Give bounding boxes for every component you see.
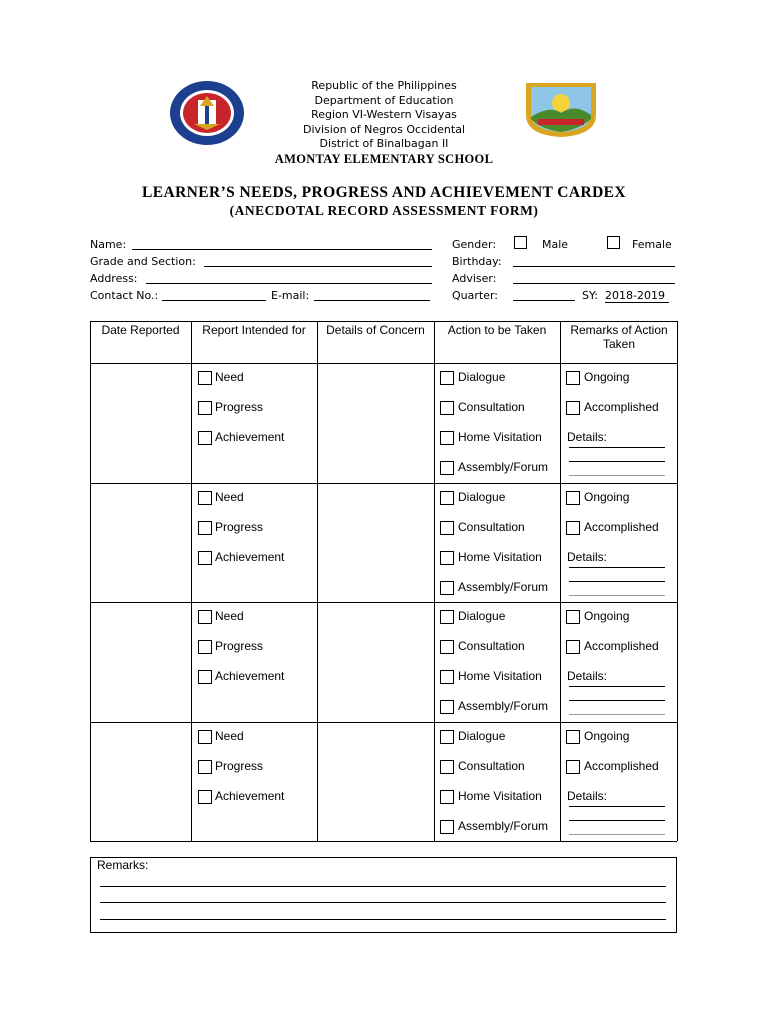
action-home-visitation-checkbox[interactable] bbox=[440, 431, 454, 445]
female-label: Female bbox=[632, 238, 672, 251]
header-line-1: Republic of the Philippines bbox=[311, 79, 457, 92]
male-checkbox[interactable] bbox=[514, 236, 527, 249]
male-label: Male bbox=[542, 238, 569, 251]
action-consultation-checkbox[interactable] bbox=[440, 760, 454, 774]
details-line[interactable] bbox=[569, 581, 665, 582]
intended-achievement-checkbox[interactable] bbox=[198, 790, 212, 804]
intended-achievement-checkbox[interactable] bbox=[198, 431, 212, 445]
intended-option-label: Achievement bbox=[215, 669, 285, 683]
adviser-field[interactable] bbox=[513, 283, 675, 284]
action-dialogue-checkbox[interactable] bbox=[440, 371, 454, 385]
header-line-3: Region VI-Western Visayas bbox=[311, 108, 457, 121]
quarter-label: Quarter: bbox=[452, 289, 499, 302]
action-option-label: Home Visitation bbox=[458, 430, 542, 444]
details-line[interactable] bbox=[569, 714, 665, 715]
action-option-label: Dialogue bbox=[458, 370, 506, 384]
intended-progress-checkbox[interactable] bbox=[198, 521, 212, 535]
remark-accomplished-checkbox[interactable] bbox=[566, 401, 580, 415]
details-line[interactable] bbox=[569, 461, 665, 462]
female-checkbox[interactable] bbox=[607, 236, 620, 249]
action-option-label: Consultation bbox=[458, 759, 525, 773]
action-home-visitation-checkbox[interactable] bbox=[440, 551, 454, 565]
intended-option-label: Need bbox=[215, 609, 244, 623]
header-line-4: Division of Negros Occidental bbox=[302, 123, 466, 136]
name-label: Name: bbox=[90, 238, 127, 251]
grade-section-field[interactable] bbox=[204, 266, 432, 267]
grade-section-label: Grade and Section: bbox=[90, 255, 196, 268]
intended-option-label: Need bbox=[215, 729, 244, 743]
action-assembly-forum-checkbox[interactable] bbox=[440, 700, 454, 714]
action-home-visitation-checkbox[interactable] bbox=[440, 670, 454, 684]
intended-option-label: Need bbox=[215, 490, 244, 504]
remark-option-label: Accomplished bbox=[584, 520, 659, 534]
details-label: Details: bbox=[567, 789, 608, 803]
remark-ongoing-checkbox[interactable] bbox=[566, 371, 580, 385]
action-option-label: Assembly/Forum bbox=[458, 819, 549, 833]
remark-option-label: Ongoing bbox=[584, 490, 630, 504]
intended-option-label: Progress bbox=[215, 400, 264, 414]
intended-achievement-checkbox[interactable] bbox=[198, 670, 212, 684]
remark-ongoing-checkbox[interactable] bbox=[566, 491, 580, 505]
intended-option-label: Need bbox=[215, 370, 244, 384]
remark-option-label: Ongoing bbox=[584, 609, 630, 623]
header-line-2: Department of Education bbox=[314, 94, 454, 107]
intended-option-label: Achievement bbox=[215, 550, 285, 564]
details-line[interactable] bbox=[569, 595, 665, 596]
details-label: Details: bbox=[567, 430, 608, 444]
header-date-reported: Date Reported bbox=[101, 323, 180, 337]
action-option-label: Assembly/Forum bbox=[458, 460, 549, 474]
action-option-label: Dialogue bbox=[458, 609, 506, 623]
action-option-label: Home Visitation bbox=[458, 789, 542, 803]
action-assembly-forum-checkbox[interactable] bbox=[440, 461, 454, 475]
contact-label: Contact No.: bbox=[90, 289, 159, 302]
remark-accomplished-checkbox[interactable] bbox=[566, 760, 580, 774]
details-line[interactable] bbox=[569, 475, 665, 476]
action-dialogue-checkbox[interactable] bbox=[440, 730, 454, 744]
address-field[interactable] bbox=[146, 283, 432, 284]
header-report-intended: Report Intended for bbox=[202, 323, 306, 337]
remarks-label: Remarks: bbox=[97, 858, 149, 872]
gender-label: Gender: bbox=[452, 238, 497, 251]
intended-option-label: Progress bbox=[215, 520, 264, 534]
details-line[interactable] bbox=[569, 820, 665, 821]
name-field[interactable] bbox=[132, 249, 432, 250]
details-line[interactable] bbox=[569, 834, 665, 835]
remarks-line-1[interactable] bbox=[100, 886, 666, 887]
action-consultation-checkbox[interactable] bbox=[440, 640, 454, 654]
remark-option-label: Accomplished bbox=[584, 759, 659, 773]
action-option-label: Assembly/Forum bbox=[458, 580, 549, 594]
header-action-taken: Action to be Taken bbox=[447, 323, 547, 337]
sy-label: SY: bbox=[582, 289, 598, 302]
intended-option-label: Progress bbox=[215, 639, 264, 653]
intended-option-label: Achievement bbox=[215, 430, 285, 444]
form-subtitle: (ANECDOTAL RECORD ASSESSMENT FORM) bbox=[229, 203, 539, 218]
action-dialogue-checkbox[interactable] bbox=[440, 610, 454, 624]
intended-need-checkbox[interactable] bbox=[198, 371, 212, 385]
email-label: E-mail: bbox=[271, 289, 310, 302]
intended-need-checkbox[interactable] bbox=[198, 730, 212, 744]
quarter-field[interactable] bbox=[513, 300, 575, 301]
action-option-label: Assembly/Forum bbox=[458, 699, 549, 713]
action-dialogue-checkbox[interactable] bbox=[440, 491, 454, 505]
address-label: Address: bbox=[90, 272, 138, 285]
remarks-box bbox=[90, 857, 677, 933]
details-line[interactable] bbox=[569, 686, 665, 687]
remark-option-label: Accomplished bbox=[584, 639, 659, 653]
action-option-label: Home Visitation bbox=[458, 669, 542, 683]
action-home-visitation-checkbox[interactable] bbox=[440, 790, 454, 804]
details-line[interactable] bbox=[569, 806, 665, 807]
intended-progress-checkbox[interactable] bbox=[198, 640, 212, 654]
remark-accomplished-checkbox[interactable] bbox=[566, 640, 580, 654]
header-line-5: District of Binalbagan II bbox=[319, 137, 449, 150]
intended-need-checkbox[interactable] bbox=[198, 610, 212, 624]
header-details-concern: Details of Concern bbox=[326, 323, 425, 337]
remark-option-label: Ongoing bbox=[584, 370, 630, 384]
birthday-field[interactable] bbox=[513, 266, 675, 267]
details-line[interactable] bbox=[569, 447, 665, 448]
school-name: AMONTAY ELEMENTARY SCHOOL bbox=[274, 152, 494, 166]
action-option-label: Home Visitation bbox=[458, 550, 542, 564]
action-option-label: Dialogue bbox=[458, 490, 506, 504]
action-option-label: Consultation bbox=[458, 639, 525, 653]
remarks-line-3[interactable] bbox=[100, 919, 666, 920]
birthday-label: Birthday: bbox=[452, 255, 502, 268]
remark-option-label: Ongoing bbox=[584, 729, 630, 743]
details-line[interactable] bbox=[569, 567, 665, 568]
sy-value: 2018-2019 bbox=[605, 289, 669, 303]
action-assembly-forum-checkbox[interactable] bbox=[440, 581, 454, 595]
remark-accomplished-checkbox[interactable] bbox=[566, 521, 580, 535]
action-consultation-checkbox[interactable] bbox=[440, 401, 454, 415]
action-option-label: Consultation bbox=[458, 520, 525, 534]
email-field[interactable] bbox=[314, 300, 430, 301]
contact-field[interactable] bbox=[162, 300, 266, 301]
remark-ongoing-checkbox[interactable] bbox=[566, 610, 580, 624]
intended-progress-checkbox[interactable] bbox=[198, 401, 212, 415]
details-line[interactable] bbox=[569, 700, 665, 701]
action-consultation-checkbox[interactable] bbox=[440, 521, 454, 535]
action-option-label: Dialogue bbox=[458, 729, 506, 743]
intended-need-checkbox[interactable] bbox=[198, 491, 212, 505]
remark-option-label: Accomplished bbox=[584, 400, 659, 414]
form-title: LEARNER’S NEEDS, PROGRESS AND ACHIEVEMENT CARDEX bbox=[142, 184, 626, 201]
intended-option-label: Progress bbox=[215, 759, 264, 773]
action-option-label: Consultation bbox=[458, 400, 525, 414]
intended-option-label: Achievement bbox=[215, 789, 285, 803]
action-assembly-forum-checkbox[interactable] bbox=[440, 820, 454, 834]
details-label: Details: bbox=[567, 669, 608, 683]
remarks-line-2[interactable] bbox=[100, 902, 666, 903]
header-remarks-action: Remarks of Action Taken bbox=[570, 323, 668, 351]
intended-progress-checkbox[interactable] bbox=[198, 760, 212, 774]
details-label: Details: bbox=[567, 550, 608, 564]
adviser-label: Adviser: bbox=[452, 272, 497, 285]
remark-ongoing-checkbox[interactable] bbox=[566, 730, 580, 744]
intended-achievement-checkbox[interactable] bbox=[198, 551, 212, 565]
